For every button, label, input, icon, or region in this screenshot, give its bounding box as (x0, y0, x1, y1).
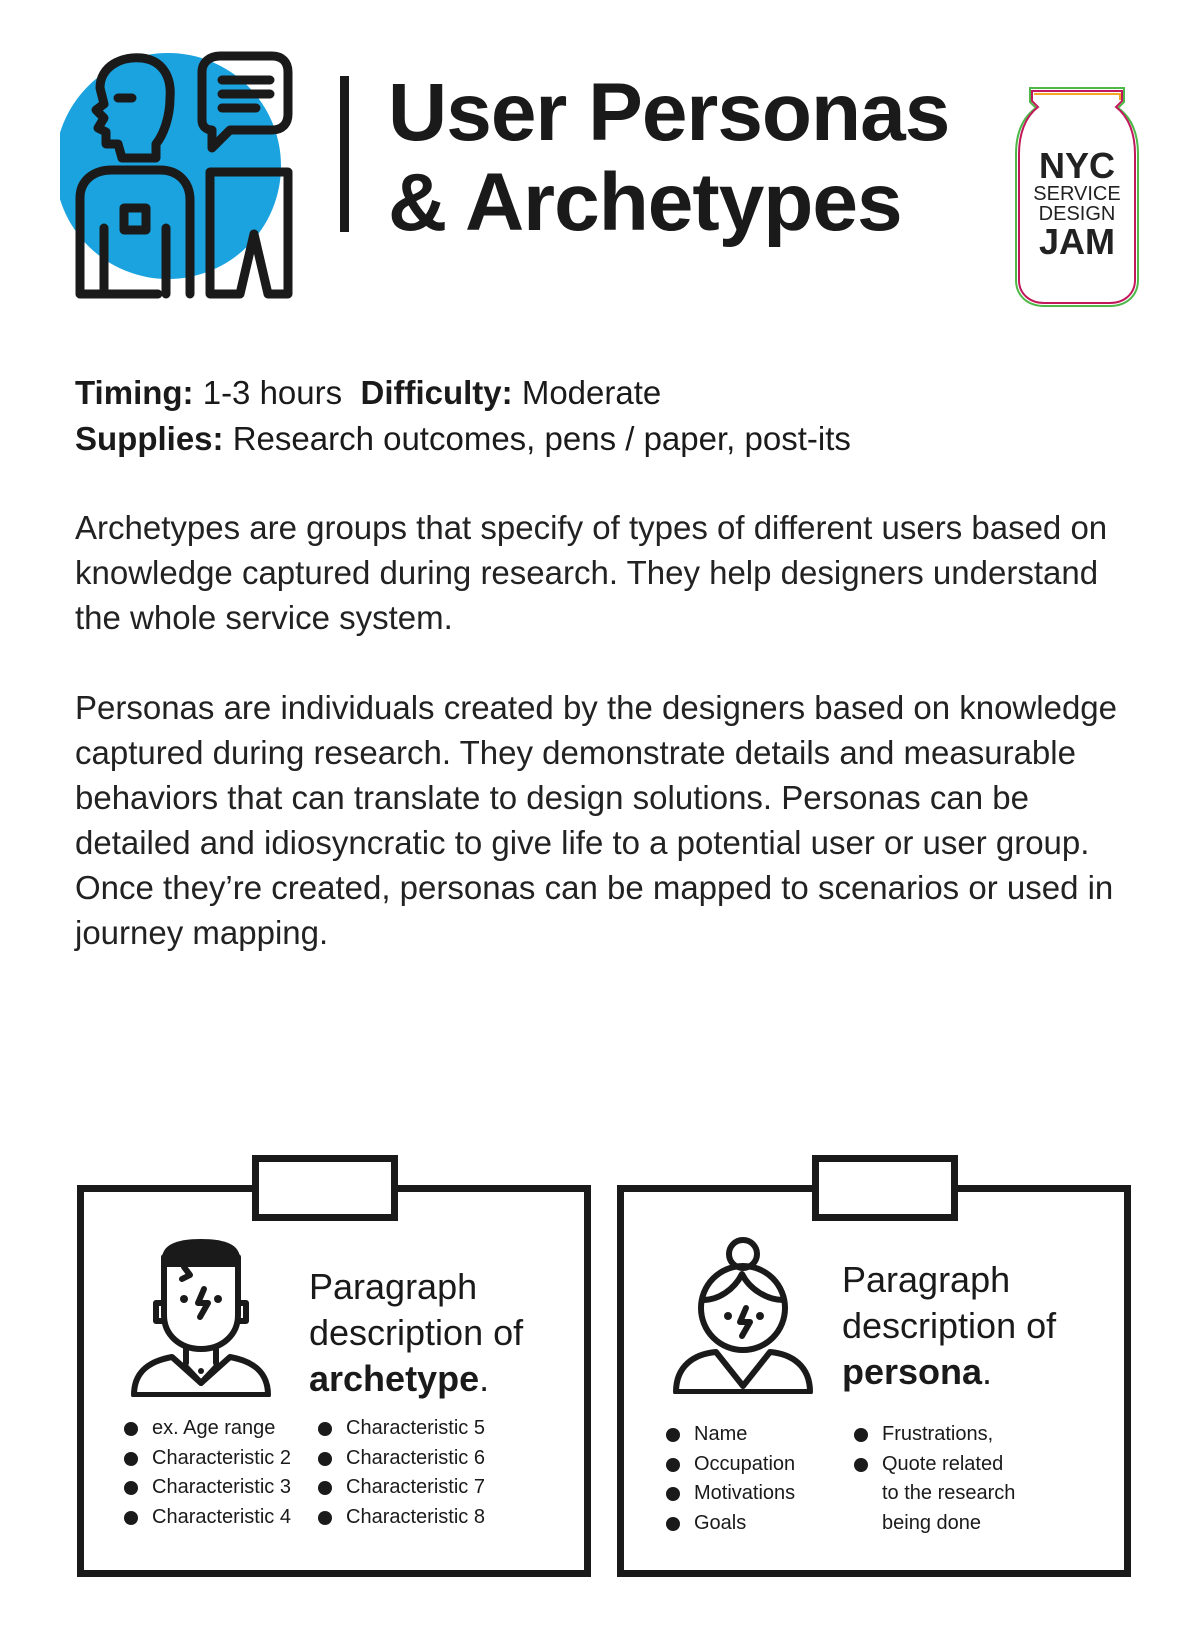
list-item-continuation: to the research (882, 1482, 1016, 1504)
supplies-value: Research outcomes, pens / paper, post-its (232, 420, 851, 457)
card-clip (812, 1155, 958, 1221)
difficulty-value: Moderate (521, 374, 662, 411)
list-item: Characteristic 8 (318, 1503, 485, 1533)
difficulty-label: Difficulty: (360, 374, 513, 411)
logo-design: DESIGN (1038, 203, 1116, 225)
title-divider (340, 76, 349, 232)
list-item: Quote related (854, 1450, 1015, 1480)
list-item: Characteristic 4 (124, 1503, 291, 1533)
archetype-list-right (318, 1414, 485, 1532)
persona-list-left (666, 1420, 795, 1538)
list-item: Frustrations, (854, 1420, 1015, 1450)
list-item: Characteristic 3 (124, 1473, 291, 1503)
meta-line-2 (75, 416, 851, 462)
people-chat-icon (60, 48, 310, 308)
logo-service: SERVICE (1033, 183, 1121, 205)
archetype-desc-bold: archetype (309, 1358, 480, 1399)
persona-description (842, 1257, 1056, 1395)
persona-desc-line-1: Paragraph (842, 1259, 1011, 1300)
meta-line-1 (75, 370, 851, 416)
timing-value: 1-3 hours (202, 374, 343, 411)
list-item: ex. Age range (124, 1414, 291, 1444)
page-title (388, 68, 949, 248)
list-item: Characteristic 5 (318, 1414, 485, 1444)
persona-paragraph: Personas are individuals created by the designers based on knowledge captured during research. They demonstrate details and measurable behaviors that can translate to design solutions. Personas can be detailed and idiosyncratic to give life to a potential user or user group. Once they’re created, personas can be mapped to scenarios or used in journey mapping. (75, 689, 1117, 951)
persona-woman-icon (668, 1234, 818, 1394)
list-item: Occupation (666, 1450, 795, 1480)
timing-label: Timing: (75, 374, 194, 411)
list-item: Characteristic 2 (124, 1444, 291, 1474)
archetype-desc-line-2: description of (309, 1312, 524, 1353)
persona-list-right (854, 1420, 1015, 1538)
logo-nyc: NYC (1038, 145, 1115, 186)
persona-card (617, 1185, 1131, 1577)
archetype-list-left (124, 1414, 291, 1532)
persona-desc-end: . (982, 1351, 993, 1392)
archetype-card (77, 1185, 591, 1577)
logo-jam: JAM (1038, 221, 1115, 262)
list-item: Characteristic 7 (318, 1473, 485, 1503)
archetype-description (309, 1264, 523, 1402)
archetype-desc-line-1: Paragraph (309, 1266, 478, 1307)
archetype-paragraph: Archetypes are groups that specify of types of different users based on knowledge captured during research. They help designers understand the whole service system. (75, 509, 1108, 636)
archetype-face-icon (126, 1237, 276, 1397)
persona-desc-bold: persona (842, 1351, 983, 1392)
card-clip (252, 1155, 398, 1221)
list-item: Characteristic 6 (318, 1444, 485, 1474)
archetype-desc-end: . (479, 1358, 490, 1399)
activity-meta (75, 370, 851, 462)
logo-text (1012, 145, 1142, 262)
supplies-label: Supplies: (75, 420, 224, 457)
list-item: Name (666, 1420, 795, 1450)
list-item: Goals (666, 1509, 795, 1539)
title-line-2: & Archetypes (388, 157, 902, 248)
title-line-1: User Personas (388, 67, 950, 158)
list-item-continuation: being done (882, 1511, 981, 1534)
list-item: Motivations (666, 1479, 795, 1509)
persona-desc-line-2: description of (842, 1305, 1057, 1346)
